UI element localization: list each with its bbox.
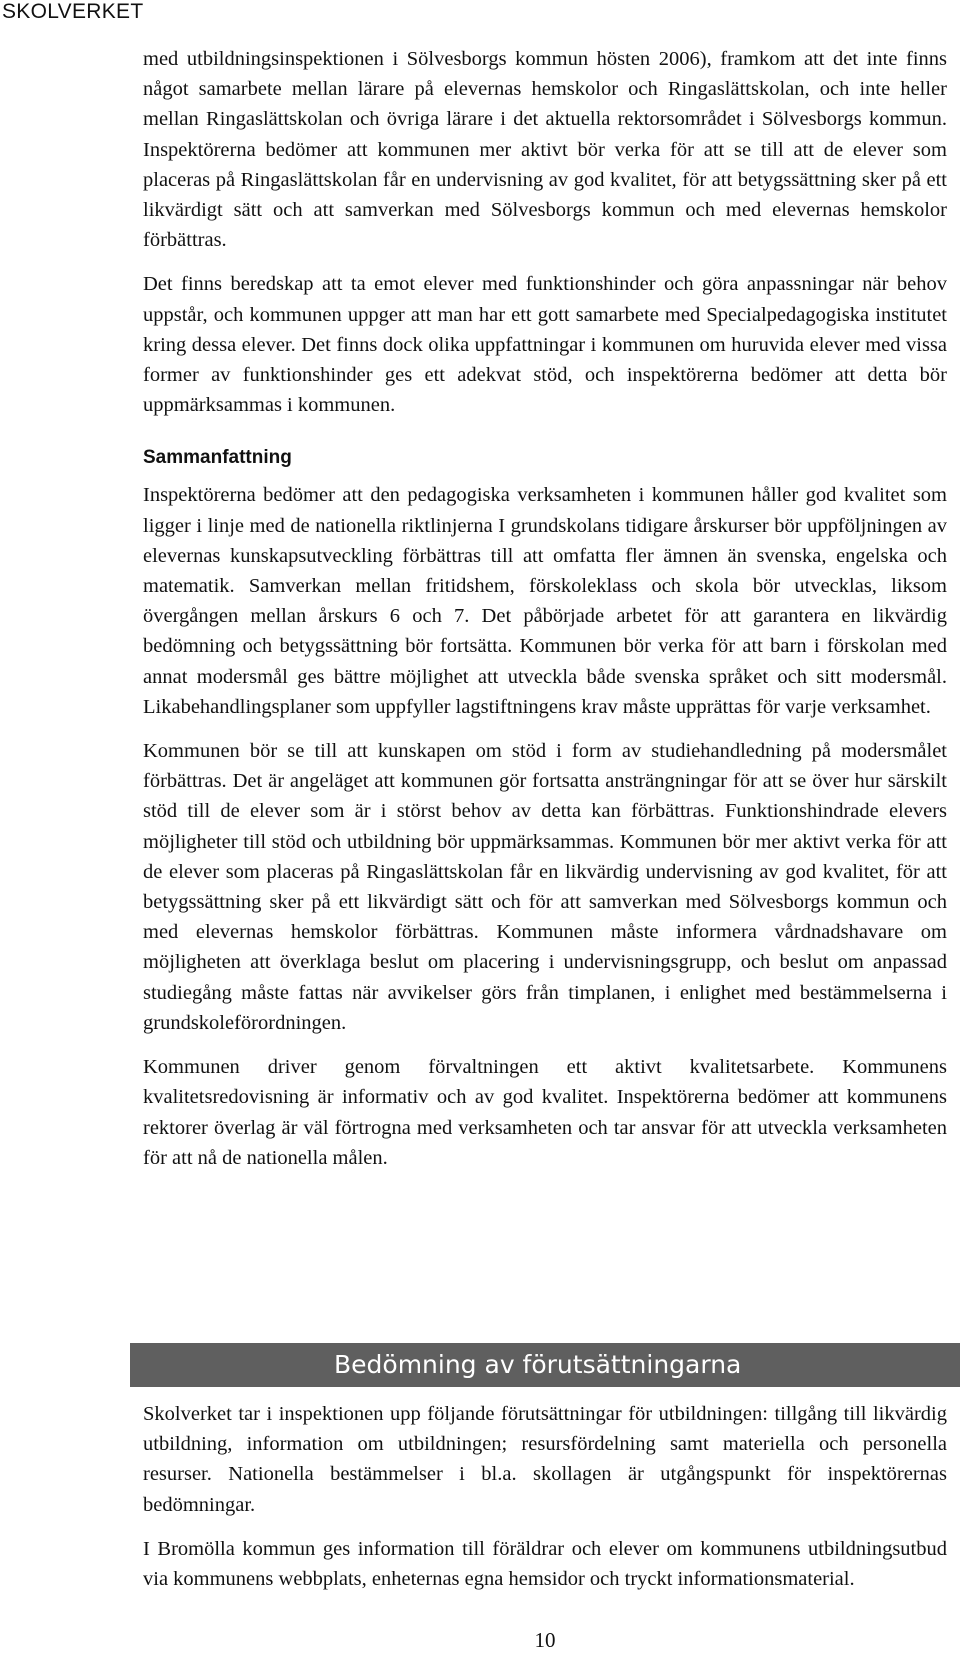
summary-paragraph-quality-work: Kommunen driver genom förvaltningen ett aktivt kvalitetsarbete. Kommunens kvalitetsredovisning är informativ och av god kvalitet. Inspektörerna bedömer att kommunens rektorer överlag är väl förtrogna med verksamheten och tar ansvar för att utveckla verksamheten för att nå de nationella målen.: [143, 1056, 947, 1169]
assessment-paragraph-prerequisites: Skolverket tar i inspektionen upp följande förutsättningar för utbildningen: tillgång till likvärdig utbildning, information om utbildningen; resursfördelning samt materiella och personella resurser. Nationella bestämmelser i bl.a. skollagen är utgångspunkt för inspektörernas bedömningar.: [143, 1403, 947, 1516]
assessment-paragraph-information: I Bromölla kommun ges information till föräldrar och elever om kommunens utbildningsutbud via kommunens webbplats, enheternas egna hemsidor och tryckt informationsmaterial.: [143, 1537, 947, 1591]
header-brand: SKOLVERKET: [2, 0, 144, 23]
section-banner: [130, 1343, 960, 1387]
section-banner-title: Bedömning av förutsättningarna: [334, 1350, 742, 1379]
page-content: [143, 44, 947, 1187]
summary-paragraph-support: Kommunen bör se till att kunskapen om stöd i form av studiehandledning på modersmålet förbättras. Det är angeläget att kommunen gör fortsatta ansträngningar för att se över hur särskilt stöd till de elever som är i störst behov av detta kan förbättras. Funktionshindrade elevers möjligheter till stöd och utbildning bör uppmärksammas. Kommunen bör mer aktivt verka för att de elever som placeras på Ringaslättskolan får en likvärdig undervisning av god kvalitet, för att betygssättning sker på ett likvärdigt sätt och för att samverkan med Sölvesborgs kommun och med elevernas hemskolor förbättras. Kommunen måste informera vårdnadshavare om möjligheten att överklaga beslut om placering i undervisningsgrupp, och beslut om anpassad studiegång måste fattas när avvikelser görs från timplanen, i enlighet med bestämmelserna i grundskoleförordningen.: [143, 740, 947, 1034]
paragraph-cooperation: med utbildningsinspektionen i Sölvesborgs kommun hösten 2006), framkom att det inte finns något samarbete mellan lärare på elevernas hemskolor och Ringaslättskolan, och inte heller mellan Ringaslättskolan och övriga lärare i det aktuella rektorsområdet i Sölvesborgs kommun. Inspektörerna bedömer att kommunen mer aktivt bör verka för att se till att de elever som placeras på Ringaslättskolan får en undervisning av god kvalitet, för att betygssättning sker på ett likvärdigt sätt och att samverkan med Sölvesborgs kommun och med elevernas hemskolor förbättras.: [143, 48, 947, 252]
assessment-content: [143, 1399, 947, 1608]
summary-heading: Sammanfattning: [143, 447, 292, 469]
page-number: 10: [534, 1628, 556, 1652]
paragraph-disabilities: Det finns beredskap att ta emot elever med funktionshinder och göra anpassningar när behov uppstår, och kommunen uppger att man har ett gott samarbete med Specialpedagogiska institutet kring dessa elever. Det finns dock olika uppfattningar i kommunen om huruvida elever med vissa former av funktionshinder ges ett adekvat stöd, och inspektörerna bedömer att detta bör uppmärksammas i kommunen.: [143, 273, 947, 417]
summary-paragraph-quality: Inspektörerna bedömer att den pedagogiska verksamheten i kommunen håller god kvalitet som ligger i linje med de nationella riktlinjerna I grundskolans tidigare årskurser bör uppföljningen av elevernas kunskapsutveckling förbättras till att omfatta fler ämnen än svenska, engelska och matematik. Samverkan mellan fritidshem, förskoleklass och skola bör utvecklas, liksom övergången mellan årskurs 6 och 7. Det påbörjade arbetet för att garantera en likvärdig bedömning och betygssättning bör fortsätta. Kommunen bör verka för att barn i förskolan med annat modersmål ges bättre möjlighet att utveckla både svenska språket och sitt modersmål. Likabehandlingsplaner som uppfyller lagstiftningens krav måste upprättas för varje verksamhet.: [143, 484, 947, 718]
